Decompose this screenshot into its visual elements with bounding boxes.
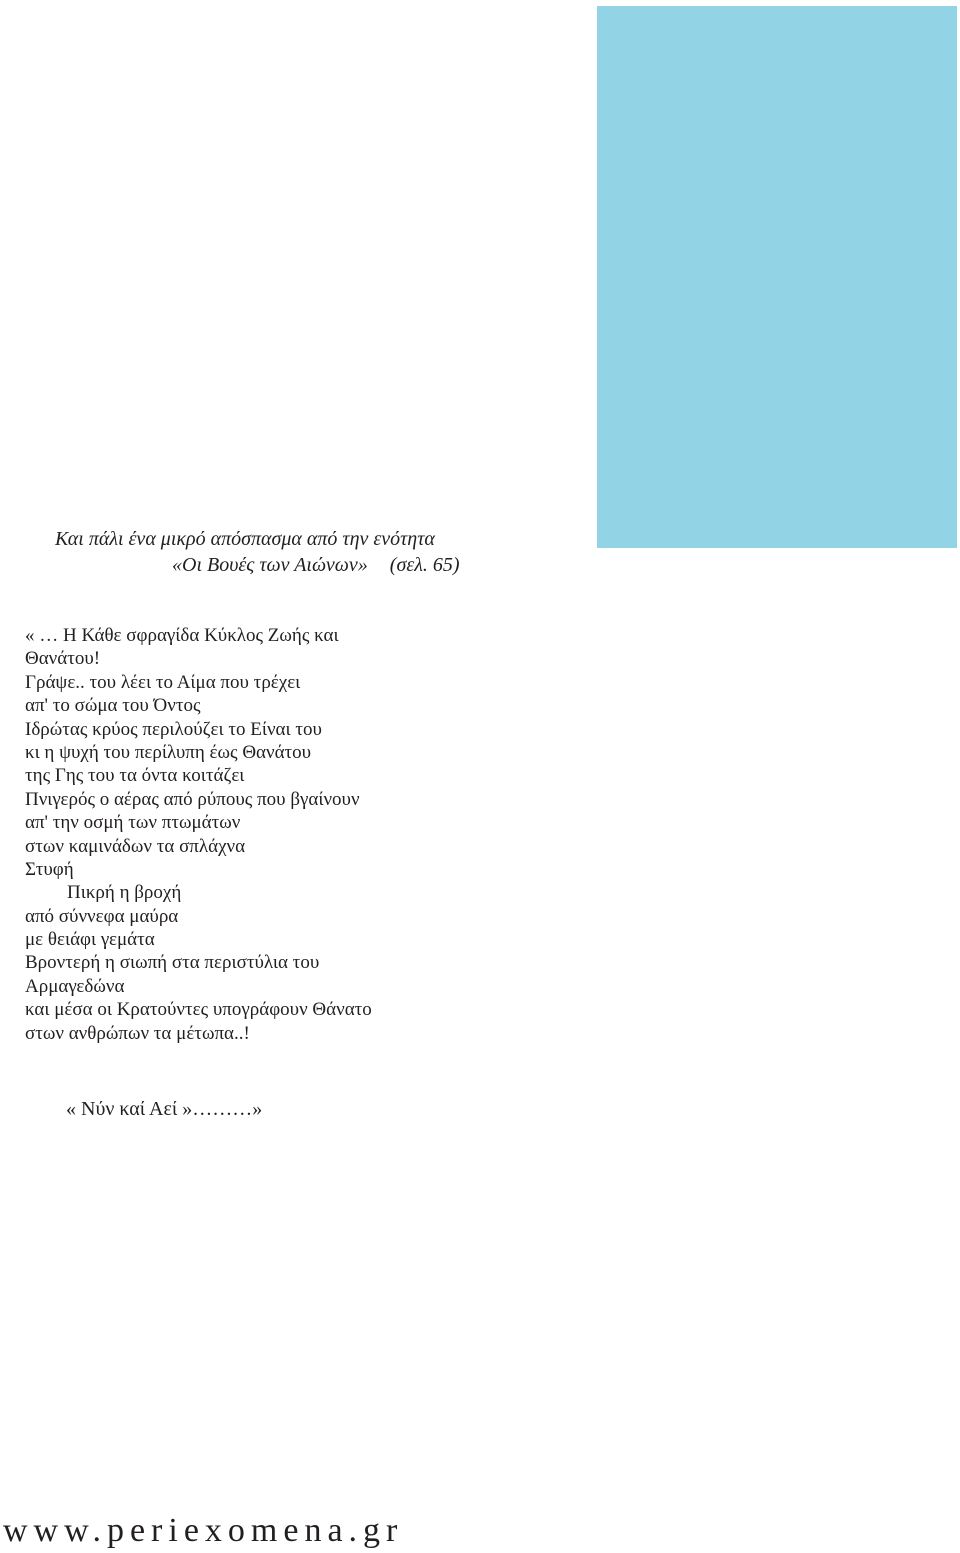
poem-line: Γράψε.. του λέει το Αίμα που τρέχει xyxy=(25,671,301,693)
poem-line: απ' την οσμή των πτωμάτων xyxy=(25,812,241,834)
poem-line: απ' το σώμα του Όντος xyxy=(25,695,201,717)
poem-line: στων ανθρώπων τα μέτωπα..! xyxy=(25,1022,250,1044)
poem-line: Πνιγερός ο αέρας από ρύπους που βγαίνουν xyxy=(25,788,360,810)
poem-line: από σύννεφα μαύρα xyxy=(25,905,179,927)
poem-line: Ιδρώτας κρύος περιλούζει το Είναι του xyxy=(25,718,322,740)
poem-line: « … Η Κάθε σφραγίδα Κύκλος Ζωής και xyxy=(25,625,339,646)
poem-line: στων καμινάδων τα σπλάχνα xyxy=(25,835,246,857)
poem-line: Βροντερή η σιωπή στα περιστύλια του xyxy=(25,952,320,974)
poem-line: και μέσα οι Κρατούντες υπογράφουν Θάνατο xyxy=(25,999,372,1021)
poem-line: με θειάφι γεμάτα xyxy=(25,929,155,951)
poem-line: κι η ψυχή του περίλυπη έως Θανάτου xyxy=(25,741,312,763)
website-footer: www.periexomena.gr xyxy=(3,1512,404,1549)
closing-line: « Νύν καί Αεί »………» xyxy=(66,1098,263,1120)
page-reference: (σελ. 65) xyxy=(389,554,460,576)
poem-excerpt xyxy=(25,624,585,1045)
intro-line-1: Και πάλι ένα μικρό απόσπασμα από την ενότητα xyxy=(55,528,435,550)
poem-line: Θανάτου! xyxy=(25,648,101,670)
intro-line-2 xyxy=(172,552,460,578)
section-title: «Οι Βουές των Αιώνων» xyxy=(172,554,368,576)
decorative-blue-block xyxy=(597,6,957,548)
poem-line: Πικρή η βροχή xyxy=(67,882,182,904)
poem-line: Στυφή xyxy=(25,858,74,880)
poem-line: Αρμαγεδώνα xyxy=(25,975,125,997)
poem-line: της Γης του τα όντα κοιτάζει xyxy=(25,765,245,787)
